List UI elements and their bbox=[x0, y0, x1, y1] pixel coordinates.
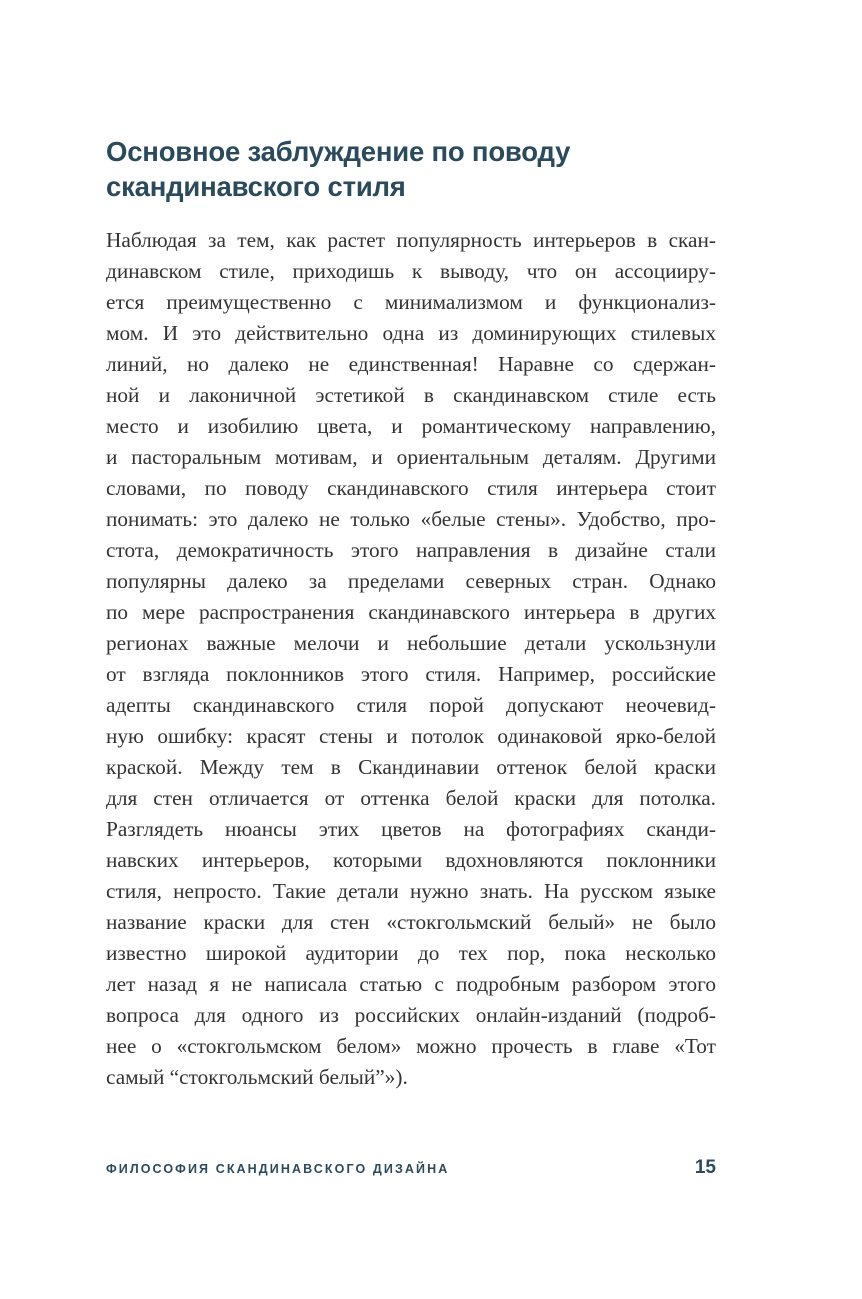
body-line: название краски для стен «стокгольмский белый» не было bbox=[106, 910, 716, 934]
body-line: динавском стиле, приходишь к выводу, что он ассоцииру- bbox=[106, 259, 716, 283]
body-line: ную ошибку: красят стены и потолок одинаковой ярко-белой bbox=[106, 724, 716, 748]
body-line: популярны далеко за пределами северных стран. Однако bbox=[106, 569, 716, 593]
body-line: линий, но далеко не единственная! Наравне со сдержан- bbox=[106, 352, 716, 376]
body-line: ется преимущественно с минимализмом и функционализ- bbox=[106, 290, 716, 314]
body-line: стиля, непросто. Такие детали нужно знать. На русском языке bbox=[106, 879, 716, 903]
body-line: для стен отличается от оттенка белой краски для потолка. bbox=[106, 786, 716, 810]
body-line: словами, по поводу скандинавского стиля интерьера стоит bbox=[106, 476, 716, 500]
body-line: регионах важные мелочи и небольшие детали ускользнули bbox=[106, 631, 716, 655]
body-line: ной и лаконичной эстетикой в скандинавском стиле есть bbox=[106, 383, 716, 407]
body-paragraph bbox=[106, 225, 716, 1093]
body-line: адепты скандинавского стиля порой допускают неочевид- bbox=[106, 693, 716, 717]
body-line: нее о «стокгольмском белом» можно прочесть в главе «Тот bbox=[106, 1034, 716, 1058]
body-line: стота, демократичность этого направления в дизайне стали bbox=[106, 538, 716, 562]
body-line: известно широкой аудитории до тех пор, пока несколько bbox=[106, 941, 716, 965]
section-heading-line-2: скандинавского стиля bbox=[106, 171, 406, 202]
body-line: Наблюдая за тем, как растет популярность интерьеров в скан- bbox=[106, 228, 716, 252]
body-line: мом. И это действительно одна из доминирующих стилевых bbox=[106, 321, 716, 345]
body-line: Разглядеть нюансы этих цветов на фотографиях сканди- bbox=[106, 817, 716, 841]
body-line: и пасторальным мотивам, и ориентальным деталям. Другими bbox=[106, 445, 716, 469]
body-line-last: самый “стокгольмский белый”»). bbox=[106, 1065, 408, 1089]
body-line: по мере распространения скандинавского интерьера в других bbox=[106, 600, 716, 624]
page-number: 15 bbox=[694, 1157, 716, 1178]
body-line: навских интерьеров, которыми вдохновляются поклонники bbox=[106, 848, 716, 872]
section-heading-line-1: Основное заблуждение по поводу bbox=[106, 136, 571, 167]
body-line: вопроса для одного из российских онлайн-изданий (подроб- bbox=[106, 1003, 716, 1027]
section-heading bbox=[106, 134, 726, 204]
body-line: краской. Между тем в Скандинавии оттенок белой краски bbox=[106, 755, 716, 779]
body-line: понимать: это далеко не только «белые стены». Удобство, про- bbox=[106, 507, 716, 531]
running-footer-title: ФИЛОСОФИЯ СКАНДИНАВСКОГО ДИЗАЙНА bbox=[106, 1162, 450, 1176]
body-line: от взгляда поклонников этого стиля. Например, российские bbox=[106, 662, 716, 686]
body-line: лет назад я не написала статью с подробным разбором этого bbox=[106, 972, 716, 996]
body-line: место и изобилию цвета, и романтическому направлению, bbox=[106, 414, 716, 438]
